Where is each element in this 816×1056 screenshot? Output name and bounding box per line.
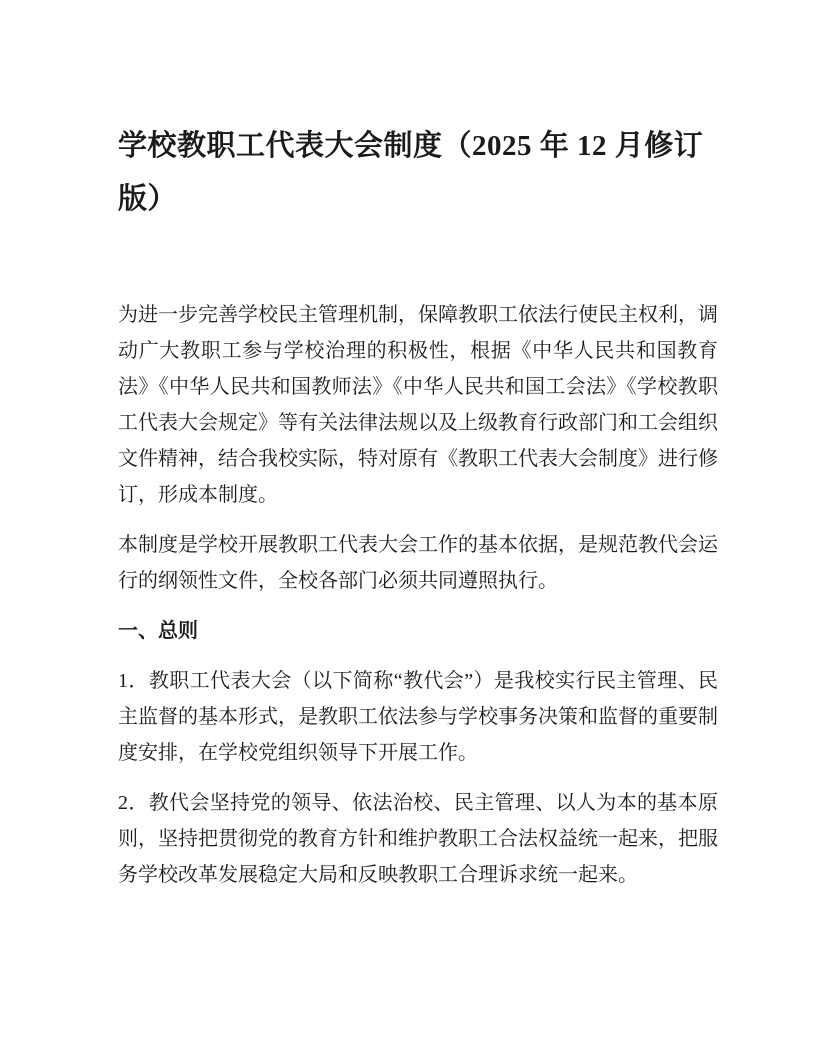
document-title: 学校教职工代表大会制度（2025 年 12 月修订版） [118,130,704,215]
body-paragraph: 2．教代会坚持党的领导、依法治校、民主管理、以人为本的基本原则，坚持把贯彻党的教育方针和维护教职工合法权益统一起来，把服务学校改革发展稳定大局和反映教职工合理诉求统一起来。 [118,792,718,886]
body-paragraph: 本制度是学校开展教职工代表大会工作的基本依据，是规范教代会运行的纲领性文件，全校各部门必须共同遵照执行。 [118,534,718,592]
body-paragraph: 1．教职工代表大会（以下简称“教代会”）是我校实行民主管理、民主监督的基本形式，是教职工依法参与学校事务决策和监督的重要制度安排，在学校党组织领导下开展工作。 [118,670,718,764]
body-paragraph: 为进一步完善学校民主管理机制，保障教职工依法行使民主权利，调动广大教职工参与学校治理的积极性，根据《中华人民共和国教育法》《中华人民共和国教师法》《中华人民共和国工会法》《学校教职工代表大会规定》等有关法律法规以及上级教育行政部门和工会组织文件精神，结合我校实际，特对原有《教职工代表大会制度》进行修订，形成本制度。 [118,304,718,506]
section-heading: 一、总则 [118,620,198,642]
document-body [118,297,718,893]
